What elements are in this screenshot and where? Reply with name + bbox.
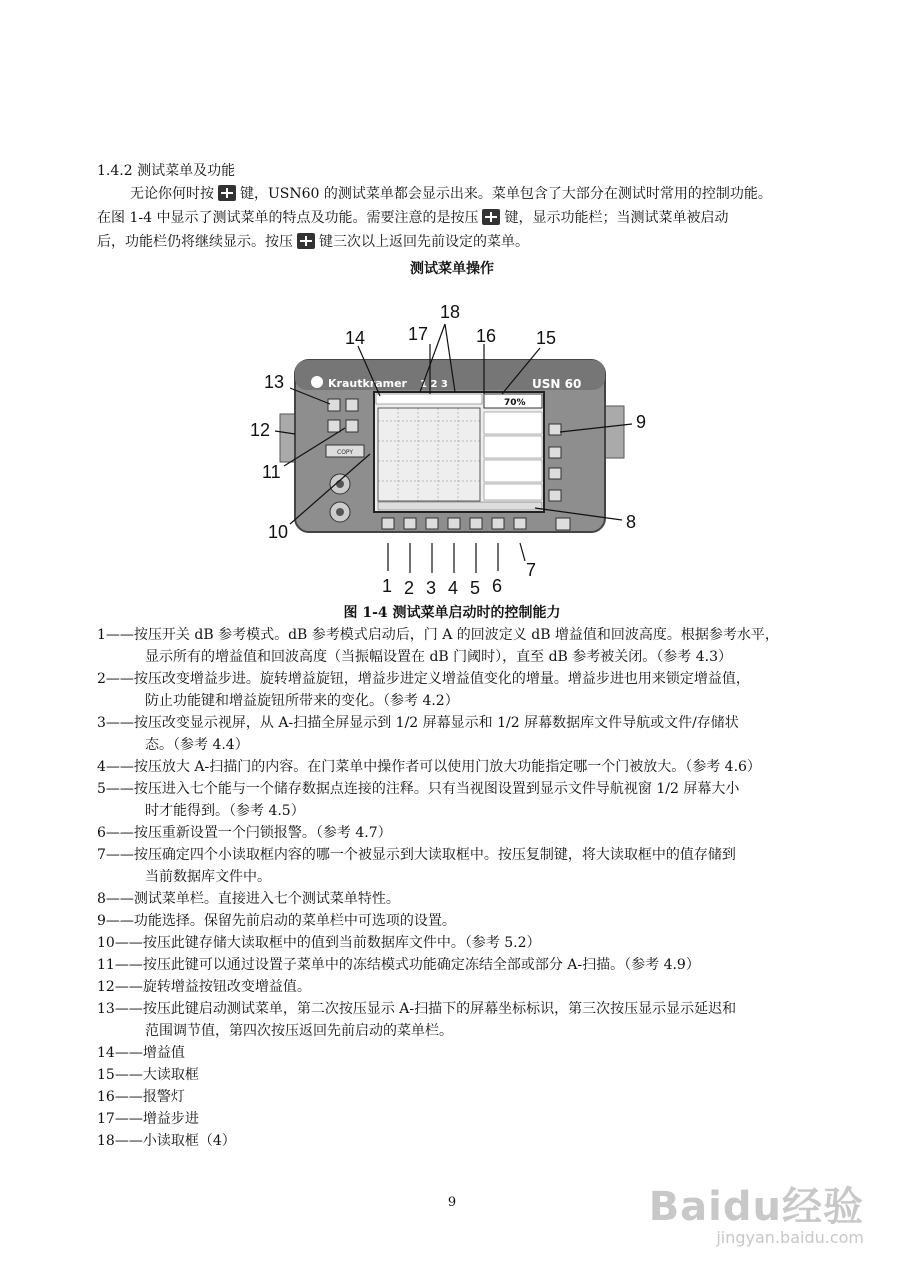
list-item: [97, 1042, 837, 1064]
callout-5: 5: [470, 578, 481, 596]
list-item-number: 5——: [97, 781, 134, 797]
list-item-number: 10——: [97, 935, 143, 951]
callout-14: 14: [345, 328, 366, 348]
list-item-line: 防止功能键和增益旋钮所带来的变化。（参考 4.2）: [145, 693, 459, 709]
list-item: [97, 756, 837, 778]
list-item: [97, 888, 837, 910]
device-figure: [240, 296, 660, 596]
brand-name: Krautkramer: [328, 377, 407, 390]
list-item-line: 按压重新设置一个闩锁报警。（参考 4.7）: [133, 825, 392, 841]
callout-7: 7: [526, 560, 537, 580]
callout-11: 11: [262, 462, 281, 482]
list-item: [97, 822, 837, 844]
watermark-logo: Baidu经验: [648, 1184, 864, 1230]
list-item-line: 小读取框（4）: [142, 1133, 236, 1149]
menu-key-icon: [297, 233, 315, 249]
callout-10: 10: [268, 522, 289, 542]
callout-15: 15: [536, 328, 557, 348]
list-item: [97, 910, 837, 932]
list-item-line: 增益值: [142, 1045, 185, 1061]
callout-8: 8: [626, 512, 637, 532]
list-item-number: 18——: [97, 1133, 143, 1149]
intro-line-1: [130, 183, 850, 205]
menu-button[interactable]: [328, 399, 340, 411]
list-item-number: 16——: [97, 1089, 143, 1105]
list-item-line: 按压开关 dB 参考模式。dB 参考模式启动后，门 A 的回波定义 dB 增益值和回波高度。根据参考水平，: [133, 627, 779, 643]
list-item-line: 按压放大 A-扫描门的内容。在门菜单中操作者可以使用门放大功能指定哪一个门被放大。（参考 4.6）: [133, 759, 761, 775]
callout-9: 9: [636, 412, 647, 432]
list-item: [97, 1130, 837, 1152]
list-item: [97, 624, 837, 668]
list-item-number: 14——: [97, 1045, 143, 1061]
intro-line-1-post: 键，USN60 的测试菜单都会显示出来。菜单包含了大部分在测试时常用的控制功能。: [240, 186, 772, 202]
list-item-number: 12——: [97, 979, 143, 995]
list-item-number: 6——: [97, 825, 134, 841]
list-item-number: 3——: [97, 715, 134, 731]
menu-key-icon: [482, 209, 500, 225]
list-item-line: 按压此键存储大读取框中的值到当前数据库文件中。（参考 5.2）: [142, 935, 541, 951]
intro-line-1-pre: 无论你何时按: [130, 186, 214, 202]
list-item-number: 1——: [97, 627, 134, 643]
list-item-line: 按压进入七个能与一个储存数据点连接的注释。只有当视图设置到显示文件导航视窗 1/2 屏幕大小: [133, 781, 740, 797]
intro-line-3-post: 键三次以上返回先前设定的菜单。: [319, 234, 529, 250]
list-item: [97, 976, 837, 998]
list-item-line: 大读取框: [142, 1067, 199, 1083]
list-item-line: 范围调节值，第四次按压返回先前启动的菜单栏。: [145, 1023, 453, 1039]
large-reading-value: 70%: [504, 398, 526, 408]
watermark: [649, 1175, 864, 1247]
list-item-number: 9——: [97, 913, 134, 929]
callout-17: 17: [408, 324, 429, 344]
list-item-line: 按压此键可以通过设置子菜单中的冻结模式功能确定冻结全部或部分 A-扫描。（参考 4.9）: [142, 957, 700, 973]
list-item-line: 按压改变增益步进。旋转增益旋钮，增益步进定义增益值变化的增量。增益步进也用来锁定增益值，: [133, 671, 750, 687]
section-heading: 1.4.2 测试菜单及功能: [97, 163, 236, 179]
list-item: [97, 1064, 837, 1086]
list-item-line: 按压改变显示视屏，从 A-扫描全屏显示到 1/2 屏幕显示和 1/2 屏幕数据库文件导航或文件/存储状: [133, 715, 739, 731]
small-reading-boxes: [376, 394, 482, 404]
list-item: [97, 1086, 837, 1108]
list-item: [97, 932, 837, 954]
copy-label: COPY: [337, 449, 354, 456]
freeze-button[interactable]: [346, 420, 358, 432]
callout-1: 1: [382, 576, 393, 596]
list-item-line: 当前数据库文件中。: [145, 869, 271, 885]
callout-13: 13: [264, 372, 285, 392]
intro-line-2-pre: 在图 1-4 中显示了测试菜单的特点及功能。需要注意的是按压: [97, 210, 479, 226]
list-item-number: 2——: [97, 671, 134, 687]
figure-caption: 图 1-4 测试菜单启动时的控制能力: [343, 605, 561, 621]
test-menu-buttons[interactable]: [382, 518, 526, 529]
callout-2: 2: [404, 578, 415, 596]
channel-indicators: 1 2 3: [420, 379, 448, 390]
intro-line-3: [97, 231, 817, 253]
list-item: [97, 998, 837, 1042]
list-item-number: 4——: [97, 759, 134, 775]
model-name: USN 60: [532, 377, 582, 391]
diagram-title: 测试菜单操作: [410, 261, 494, 277]
power-button[interactable]: [556, 518, 570, 530]
list-item-line: 增益步进: [142, 1111, 199, 1127]
brand-logo-icon: [311, 376, 323, 388]
callout-4: 4: [448, 578, 459, 596]
intro-line-3-pre: 后，功能栏仍将继续显示。按压: [97, 234, 293, 250]
list-item-line: 按压此键启动测试菜单，第二次按压显示 A-扫描下的屏幕坐标标识，第三次按压显示显示延迟和: [142, 1001, 737, 1017]
home-button[interactable]: [328, 420, 340, 432]
list-item: [97, 954, 837, 976]
list-item-line: 报警灯: [142, 1089, 185, 1105]
list-item: [97, 712, 837, 756]
list-item: [97, 1108, 837, 1130]
list-item: [97, 844, 837, 888]
menu-key-icon: [218, 185, 236, 201]
list-item-line: 旋转增益按钮改变增益值。: [142, 979, 311, 995]
list-item-line: 显示所有的增益值和回波高度（当振幅设置在 dB 门阈时），直至 dB 参考被关闭。（参考 4.3）: [145, 649, 733, 665]
callout-16: 16: [476, 326, 497, 346]
list-item: [97, 778, 837, 822]
callout-12: 12: [250, 420, 271, 440]
list-item-line: 态。（参考 4.4）: [145, 737, 249, 753]
callout-6: 6: [492, 576, 503, 596]
list-item-line: 时才能得到。（参考 4.5）: [145, 803, 305, 819]
test-menu-bar: [378, 502, 542, 510]
list-item-number: 15——: [97, 1067, 143, 1083]
callout-3: 3: [426, 578, 437, 596]
watermark-url: jingyan.baidu.com: [716, 1228, 864, 1247]
list-item: [97, 668, 837, 712]
list-item-line: 功能选择。保留先前启动的菜单栏中可选项的设置。: [133, 913, 456, 929]
intro-line-2: [97, 207, 817, 229]
callout-18: 18: [440, 302, 461, 322]
page-number: 9: [447, 1195, 457, 1210]
list-item-line: 测试菜单栏。直接进入七个测试菜单特性。: [133, 891, 400, 907]
reading-panels: [484, 412, 542, 500]
list-item-number: 8——: [97, 891, 134, 907]
intro-line-2-post: 键，显示功能栏；当测试菜单被启动: [504, 210, 729, 226]
list-item-line: 按压确定四个小读取框内容的哪一个被显示到大读取框中。按压复制键，将大读取框中的值存储到: [133, 847, 736, 863]
list-item-number: 17——: [97, 1111, 143, 1127]
list-item-number: 13——: [97, 1001, 143, 1017]
help-button[interactable]: [346, 399, 358, 411]
list-item-number: 11——: [97, 957, 143, 973]
list-item-number: 7——: [97, 847, 134, 863]
